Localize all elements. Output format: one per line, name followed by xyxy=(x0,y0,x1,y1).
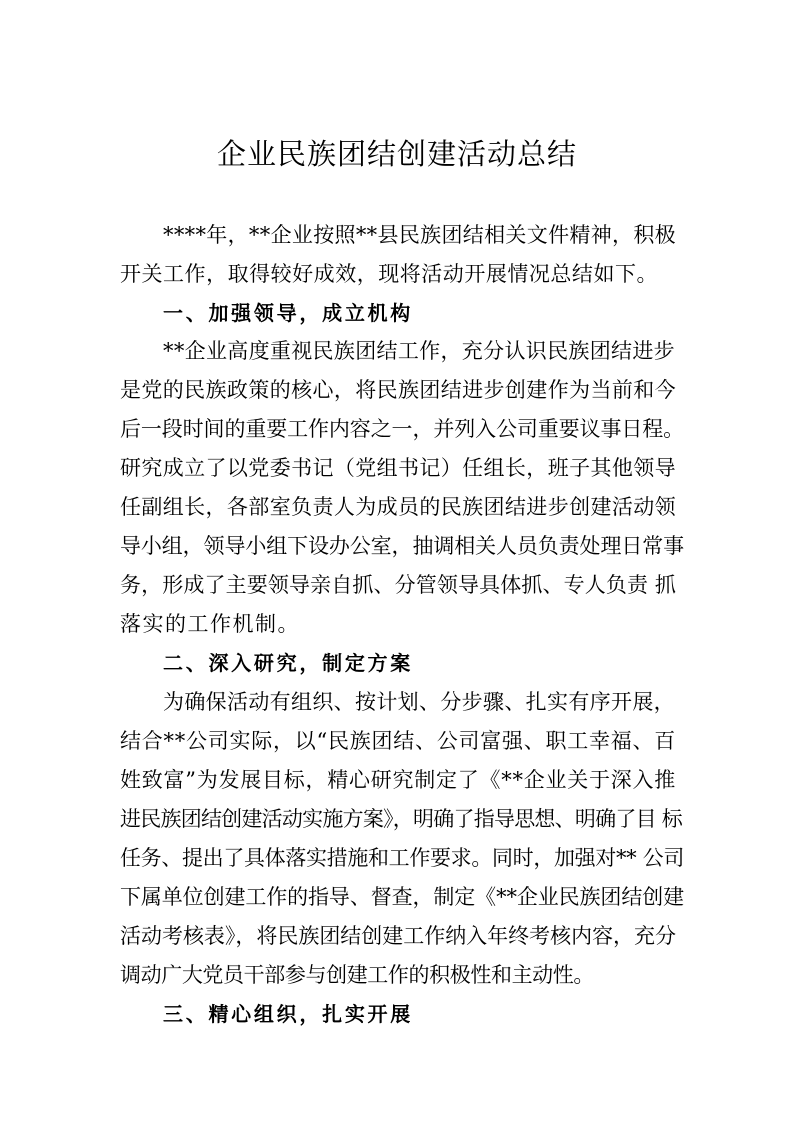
section-2-line-2: 结合**公司实际，以“民族团结、公司富强、职工幸福、百 xyxy=(120,729,676,753)
section-1-line-7: 务，形成了主要领导亲自抓、分管领导具体抓、专人负责 抓 xyxy=(120,573,676,597)
section-2-line-3: 姓致富”为发展目标，精心研究制定了《**企业关于深入推 xyxy=(120,768,676,792)
section-1-line-6: 导小组，领导小组下设办公室，抽调相关人员负责处理日常事 xyxy=(120,534,684,558)
section-3-heading: 三、精心组织，扎实开展 xyxy=(163,1002,413,1026)
section-2-heading: 二、深入研究，制定方案 xyxy=(163,651,413,675)
section-2-line-6: 下属单位创建工作的指导、督查，制定《**企业民族团结创建 xyxy=(120,885,684,909)
section-1-line-4: 研究成立了以党委书记（党组书记）任组长，班子其他领导 xyxy=(120,456,676,480)
section-2-line-4: 进民族团结创建活动实施方案》，明确了指导思想、明确了目 标 xyxy=(120,807,682,831)
section-2-line-8: 调动广大党员干部参与创建工作的积极性和主动性。 xyxy=(120,963,594,987)
section-2-line-1: 为确保活动有组织、按计划、分步骤、扎实有序开展， xyxy=(163,690,675,714)
section-2-line-5: 任务、提出了具体落实措施和工作要求。同时，加强对** 公司 xyxy=(120,846,684,870)
section-1-line-3: 后一段时间的重要工作内容之一，并列入公司重要议事日程。 xyxy=(120,417,684,441)
document-title: 企业民族团结创建活动总结 xyxy=(216,137,577,171)
section-1-line-1: **企业高度重视民族团结工作，充分认识民族团结进步 xyxy=(163,339,675,363)
section-1-line-5: 任副组长，各部室负责人为成员的民族团结进步创建活动领 xyxy=(120,495,676,519)
intro-line-1: ****年，**企业按照**县民族团结相关文件精神，积极 xyxy=(163,223,676,247)
section-1-heading: 一、加强领导，成立机构 xyxy=(163,301,413,325)
section-1-line-2: 是党的民族政策的核心，将民族团结进步创建作为当前和今 xyxy=(120,378,676,402)
section-1-line-8: 落实的工作机制。 xyxy=(120,612,300,636)
intro-line-2: 开关工作，取得较好成效，现将活动开展情况总结如下。 xyxy=(120,262,658,286)
section-2-line-7: 活动考核表》，将民族团结创建工作纳入年终考核内容，充分 xyxy=(120,924,676,948)
